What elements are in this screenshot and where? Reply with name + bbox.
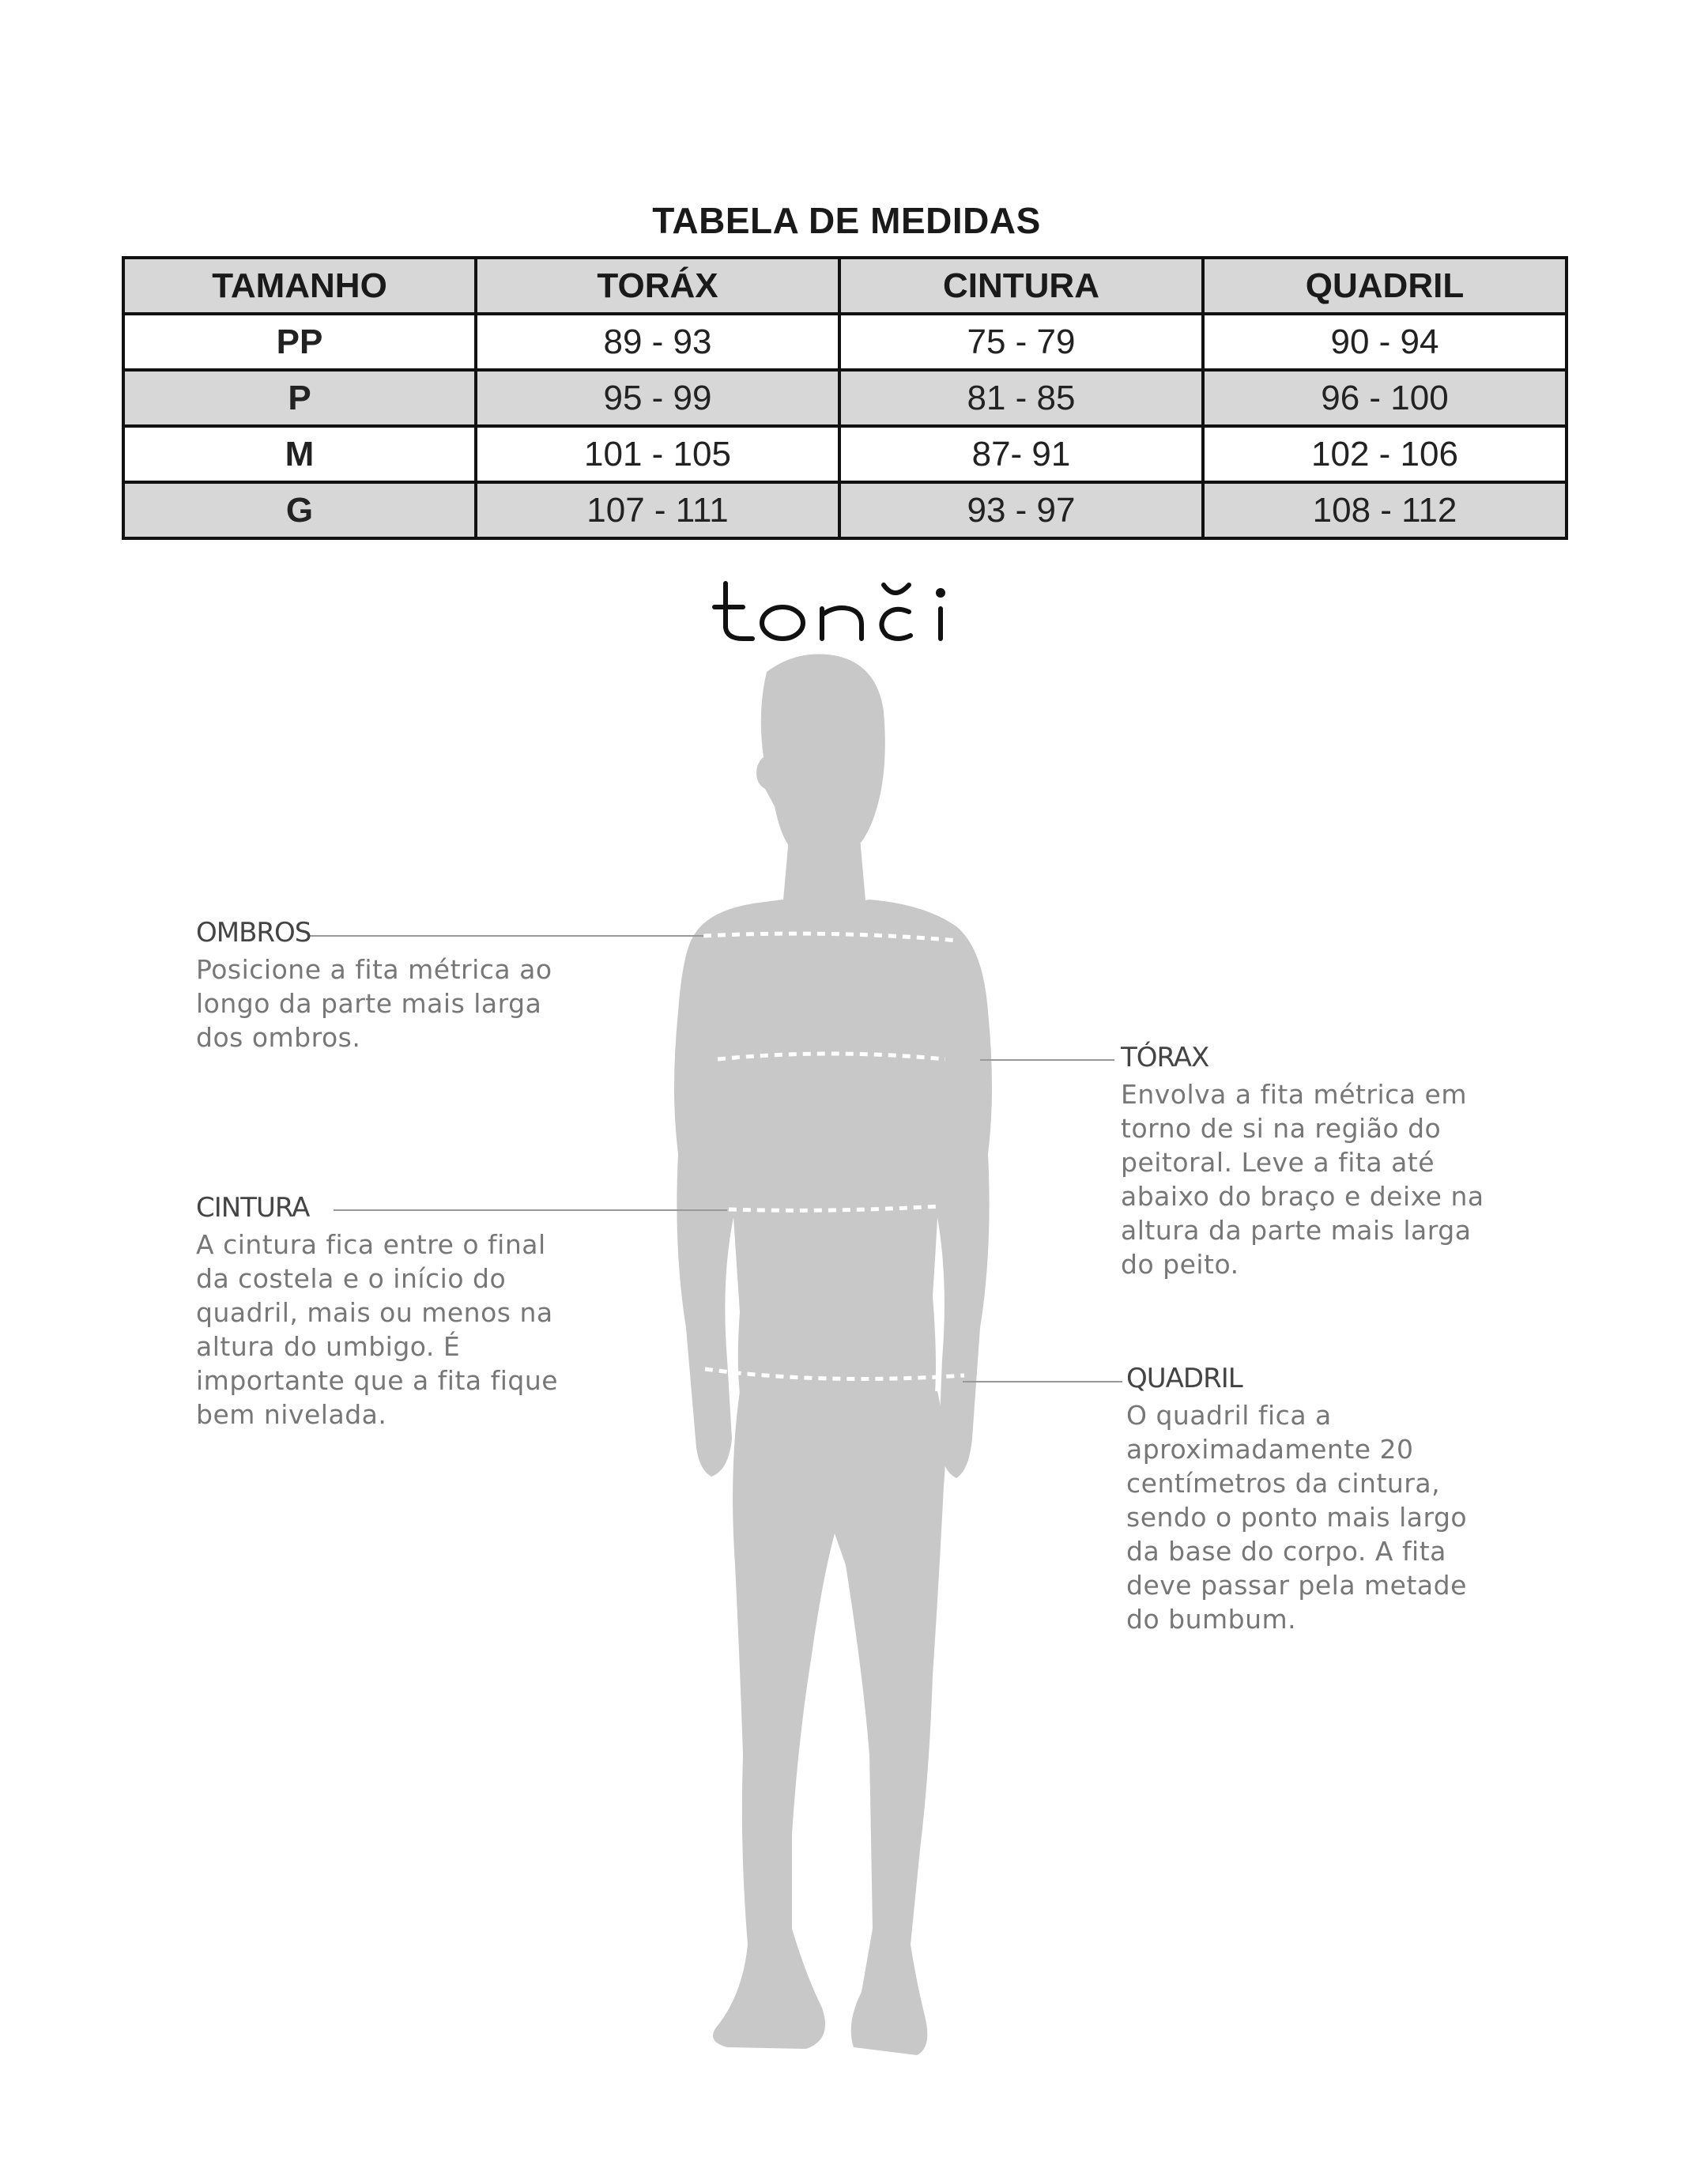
torax-description: Envolva a fita métrica em torno de si na região do peitoral. Leve a fita até abaixo do braço e deixe na altura da parte mais larga do peito. <box>1121 1079 1484 1280</box>
page-title: TABELA DE MEDIDAS <box>652 200 1041 241</box>
cintura-label: CINTURA <box>196 1192 310 1224</box>
cintura-cell: 93 - 97 <box>839 482 1203 538</box>
size-cell: G <box>123 482 476 538</box>
cintura-cell: 81 - 85 <box>839 370 1203 426</box>
quadril-leader <box>963 1381 1122 1382</box>
cintura-cell: 87- 91 <box>839 426 1203 482</box>
ombros-leader <box>308 935 703 937</box>
table-row <box>123 482 1567 538</box>
header-tamanho: TAMANHO <box>123 258 476 314</box>
table-row <box>123 426 1567 482</box>
torax-leader <box>980 1059 1114 1061</box>
torax-cell: 107 - 111 <box>476 482 839 538</box>
quadril-cell: 96 - 100 <box>1203 370 1567 426</box>
torax-cell: 101 - 105 <box>476 426 839 482</box>
cintura-description: A cintura fica entre o final da costela e o início do quadril, mais ou menos na altura do umbigo. É importante que a fita fique bem nivelada. <box>196 1229 559 1430</box>
quadril-description: O quadril fica a aproximadamente 20 centímetros da cintura, sendo o ponto mais largo da base do corpo. A fita deve passar pela metade do bumbum. <box>1126 1400 1468 1635</box>
cintura-cell: 75 - 79 <box>839 314 1203 370</box>
size-cell: P <box>123 370 476 426</box>
table-row <box>123 314 1567 370</box>
torax-label: TÓRAX <box>1121 1042 1209 1073</box>
quadril-cell: 108 - 112 <box>1203 482 1567 538</box>
ombros-label: OMBROS <box>196 917 311 949</box>
body-silhouette <box>585 648 1075 2079</box>
header-torax: TORÁX <box>476 258 839 314</box>
header-cintura: CINTURA <box>839 258 1203 314</box>
header-quadril: QUADRIL <box>1203 258 1567 314</box>
size-table <box>122 256 1568 540</box>
quadril-cell: 102 - 106 <box>1203 426 1567 482</box>
table-row <box>123 370 1567 426</box>
quadril-label: QUADRIL <box>1126 1363 1242 1394</box>
quadril-cell: 90 - 94 <box>1203 314 1567 370</box>
torax-cell: 95 - 99 <box>476 370 839 426</box>
size-cell: PP <box>123 314 476 370</box>
brand-logo <box>680 566 1012 645</box>
torax-cell: 89 - 93 <box>476 314 839 370</box>
ombros-description: Posicione a fita métrica ao longo da parte mais larga dos ombros. <box>196 954 552 1053</box>
size-cell: M <box>123 426 476 482</box>
table-header-row <box>123 258 1567 314</box>
cintura-leader <box>334 1209 727 1211</box>
